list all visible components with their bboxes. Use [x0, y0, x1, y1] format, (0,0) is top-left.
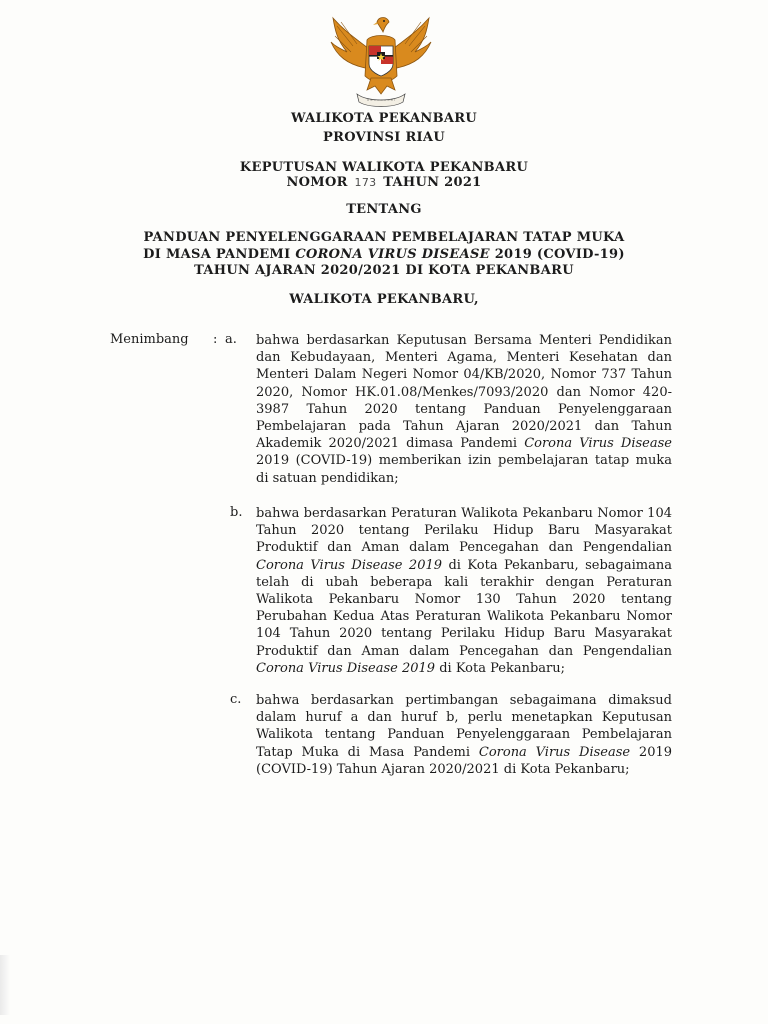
heading-official: WALIKOTA PEKANBARU: [291, 111, 477, 126]
item-b-marker: b.: [230, 505, 243, 520]
subject-line-1: PANDUAN PENYELENGGARAAN PEMBELAJARAN TATAP MUKA: [143, 230, 625, 245]
item-c-marker: c.: [230, 692, 242, 707]
heading-decree-number: [0, 175, 768, 190]
item-a-marker: a.: [225, 332, 237, 347]
heading-decree-title: KEPUTUSAN WALIKOTA PEKANBARU: [239, 160, 529, 175]
considering-label: Menimbang: [110, 332, 189, 347]
item-b-italic-2: Corona Virus Disease 2019: [256, 660, 436, 676]
heading-province: PROVINSI RIAU: [323, 130, 445, 145]
item-c-part-2: 2019 (COVID-19) Tahun Ajaran 2020/2021 di Kota Pekanbaru;: [256, 744, 673, 777]
item-a-italic-1: Corona Virus Disease: [524, 436, 672, 452]
item-b-text: [256, 505, 672, 677]
garuda-head: [373, 18, 389, 33]
tail: [367, 78, 395, 94]
item-a-part-1: bahwa berdasarkan Keputusan Bersama Menteri Pendidikan dan Kebudayaan, Menteri Agama, Menteri Kesehatan dan Menteri Dalam Negeri Nomor 04/KB/2020, Nomor 737 Tahun 2020, Nomor HK.01.08/Menkes/7093/2020 dan Nomor 420-3987 Tahun 2020 tentang Panduan Penyelenggaraan Pembelajaran pada Tahun Ajaran 2020/2021 dan Tahun Akademik 2020/2021 dimasa Pandemi: [256, 333, 672, 452]
heading-mayor: WALIKOTA PEKANBARU,: [289, 292, 479, 307]
item-c-part-1: bahwa berdasarkan pertimbangan sebagaimana dimaksud dalam huruf a dan huruf b, perlu menetapkan Keputusan Walikota tentang Panduan Penyelenggaraan Pembelajaran Tatap Muka di Masa Pandemi: [256, 693, 672, 760]
item-c-italic-1: Corona Virus Disease: [478, 744, 631, 760]
subject-line-2-a: DI MASA PANDEMI: [143, 247, 291, 262]
item-b-part-2: di Kota Pekanbaru, sebagaimana telah di ubah beberapa kali terakhir dengan Peraturan Walikota Pekanbaru Nomor 130 Tahun 2020 tentang Perubahan Kedua Atas Peraturan Walikota Pekanbaru Nomor 104 Tahun 2020 tentang Perilaku Hidup Baru Masyarakat Produktif dan Aman dalam Pencegahan dan Pengendalian: [256, 557, 672, 659]
heading-about: TENTANG: [346, 202, 422, 217]
garuda-pancasila-emblem: [327, 12, 435, 108]
shield: [369, 46, 393, 76]
item-a-part-2: 2019 (COVID-19) memberikan izin pembelajaran tatap muka di satuan pendidikan;: [256, 453, 672, 486]
subject-line-2-italic: CORONA VIRUS DISEASE: [295, 247, 490, 262]
motto-ribbon: [357, 94, 405, 107]
item-a-text: [256, 332, 672, 487]
item-c-text: [256, 692, 672, 778]
subject-line-2-b: 2019 (COVID-19): [494, 247, 625, 262]
scan-edge-shadow: [0, 955, 10, 1015]
considering-colon: :: [213, 332, 218, 347]
item-b-part-3: di Kota Pekanbaru;: [439, 660, 566, 676]
subject-line-2: [0, 247, 768, 262]
number-prefix: NOMOR: [286, 175, 348, 190]
item-b-italic-1: Corona Virus Disease 2019: [256, 557, 443, 573]
number-suffix: TAHUN 2021: [383, 175, 482, 190]
item-b-part-1: bahwa berdasarkan Peraturan Walikota Pekanbaru Nomor 104 Tahun 2020 tentang Perilaku Hidup Baru Masyarakat Produktif dan Aman dalam Pencegahan dan Pengendalian: [256, 506, 672, 556]
handwritten-number: 173: [354, 176, 377, 189]
subject-line-3: TAHUN AJARAN 2020/2021 DI KOTA PEKANBARU: [194, 263, 574, 278]
